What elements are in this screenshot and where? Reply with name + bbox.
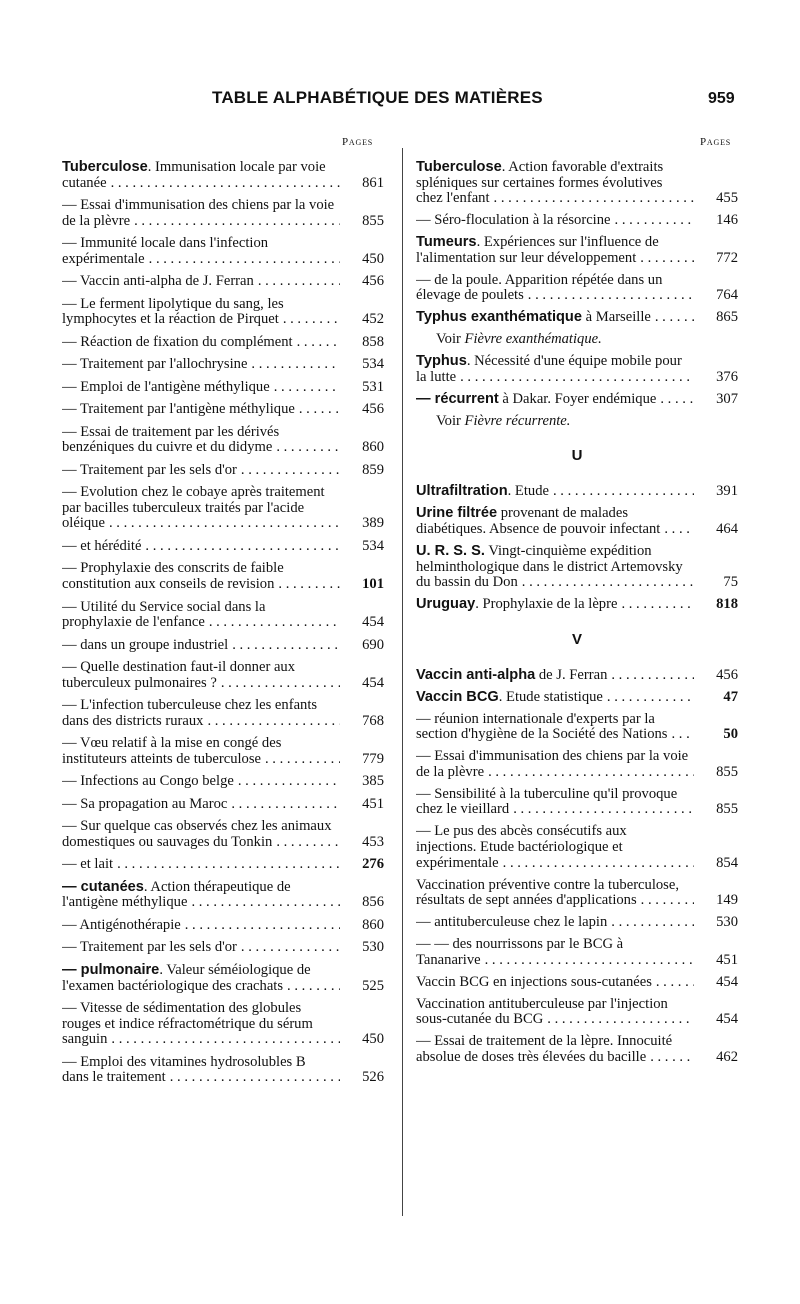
index-entry xyxy=(62,463,384,479)
entry-text xyxy=(62,698,340,729)
entry-text xyxy=(416,160,694,207)
entry-description: Vingt-cinquième expédition helminthologique dans le district Artemovsky du bassin du Don xyxy=(416,544,683,591)
entry-page-number: 385 xyxy=(362,773,384,790)
entry-text xyxy=(416,1034,694,1065)
index-entry xyxy=(62,774,384,790)
entry-headword: — récurrent xyxy=(416,391,499,407)
entry-text xyxy=(416,749,694,780)
entry-text xyxy=(416,392,694,408)
entry-description: Vaccin BCG en injections sous-cutanées xyxy=(416,974,652,990)
entry-page-number: 454 xyxy=(362,674,384,691)
entry-page-number: 456 xyxy=(362,401,384,418)
entry-headword: U. R. S. S. xyxy=(416,544,485,559)
entry-text xyxy=(416,354,694,385)
column-heading-right: Pages xyxy=(700,136,732,148)
entry-text xyxy=(62,485,340,532)
index-entry xyxy=(416,937,738,968)
entry-text xyxy=(62,880,340,911)
entry-text xyxy=(62,297,340,328)
entry-page-number: 861 xyxy=(362,174,384,191)
index-entry xyxy=(416,506,738,537)
entry-headword: Tumeurs xyxy=(416,235,477,251)
see-also-label: Voir xyxy=(436,412,465,429)
entry-description: — Essai d'immunisation des chiens par la voie de la plèvre xyxy=(62,198,335,229)
entry-page-number: 779 xyxy=(362,750,384,767)
index-entry xyxy=(62,1055,384,1086)
entry-page-number: 854 xyxy=(716,854,738,871)
entry-description: — Séro-floculation à la résorcine xyxy=(416,213,611,229)
section-letter: V xyxy=(571,630,582,648)
entry-description: — Sa propagation au Maroc xyxy=(62,796,228,812)
entry-text xyxy=(62,335,340,351)
index-entry xyxy=(62,485,384,532)
entry-text xyxy=(416,712,694,743)
entry-text xyxy=(416,506,694,537)
index-entry xyxy=(416,310,738,326)
index-entry xyxy=(62,539,384,555)
entry-description: — et hérédité xyxy=(62,538,142,554)
entry-page-number: 454 xyxy=(362,614,384,631)
entry-headword: Ultrafiltration xyxy=(416,484,508,500)
entry-text xyxy=(416,668,694,684)
entry-page-number: 376 xyxy=(716,368,738,385)
entry-text xyxy=(62,736,340,767)
entry-page-number: 47 xyxy=(723,688,738,705)
entry-description: . Action favorable d'extraits spléniques sur certaines formes évolutives chez l'enfant xyxy=(416,160,664,207)
entry-page-number: 690 xyxy=(362,636,384,653)
entry-page-number: 453 xyxy=(362,833,384,850)
index-entry xyxy=(62,918,384,934)
entry-description: — Emploi de l'antigène méthylique xyxy=(62,379,270,395)
index-entry xyxy=(416,544,738,591)
entry-page-number: 526 xyxy=(362,1069,384,1086)
entry-page-number: 456 xyxy=(362,273,384,290)
entry-page-number: 389 xyxy=(362,515,384,532)
entry-description: — Vœu relatif à la mise en congé des instituteurs atteints de tuberculose xyxy=(62,736,282,767)
entry-text xyxy=(62,380,340,396)
index-entry xyxy=(416,160,738,207)
index-entry xyxy=(62,402,384,418)
index-entry xyxy=(62,425,384,456)
entry-description: — Vaccin anti-alpha de J. Ferran xyxy=(62,274,254,290)
page-number: 959 xyxy=(708,90,735,107)
entry-description: — Sensibilité à la tuberculine qu'il provoque chez le vieillard xyxy=(416,786,678,818)
index-entry xyxy=(62,638,384,654)
entry-page-number: 456 xyxy=(716,666,738,683)
entry-text xyxy=(62,198,340,229)
entry-text xyxy=(62,819,340,850)
entry-text xyxy=(416,787,694,818)
entry-text xyxy=(416,310,694,326)
index-entry xyxy=(416,213,738,229)
entry-text xyxy=(416,213,694,229)
entry-page-number: 855 xyxy=(716,763,738,780)
entry-text xyxy=(416,878,694,909)
page-title: TABLE ALPHABÉTIQUE DES MATIÈRES xyxy=(212,88,543,107)
entry-description: Vaccination préventive contre la tuberculose, résultats de sept années d'applications xyxy=(416,877,679,909)
entry-page-number: 276 xyxy=(362,856,384,873)
entry-page-number: 450 xyxy=(362,1031,384,1048)
entry-description: — antituberculeuse chez le lapin xyxy=(416,915,608,931)
entry-page-number: 860 xyxy=(362,439,384,456)
entry-text xyxy=(62,940,340,956)
see-also xyxy=(416,332,738,348)
index-entry xyxy=(62,1001,384,1048)
index-entry xyxy=(416,749,738,780)
entry-description: — Traitement par les sels d'or xyxy=(62,940,237,956)
entry-page-number: 856 xyxy=(362,894,384,911)
entry-text xyxy=(416,484,694,500)
index-entry xyxy=(416,597,738,613)
entry-page-number: 452 xyxy=(362,311,384,328)
entry-description: — Essai de traitement par les dérivés benzéniques du cuivre et du didyme xyxy=(62,424,280,456)
index-entry xyxy=(416,824,738,871)
entry-description: — Traitement par les sels d'or xyxy=(62,462,237,478)
entry-description: — L'infection tuberculeuse chez les enfants dans des districts ruraux xyxy=(62,698,318,729)
entry-text xyxy=(416,824,694,871)
index-entry xyxy=(62,660,384,691)
index-entry xyxy=(62,963,384,994)
index-entry xyxy=(416,712,738,743)
entry-text xyxy=(62,638,340,654)
entry-description: — — des nourrissons par le BCG à Tananarive xyxy=(416,937,624,968)
index-entry xyxy=(62,198,384,229)
entry-text xyxy=(416,937,694,968)
index-entry xyxy=(62,380,384,396)
entry-headword: Tuberculose xyxy=(416,160,502,175)
see-also-label: Voir xyxy=(436,331,465,348)
see-also-reference: Fièvre exanthématique. xyxy=(464,331,602,348)
entry-description: . Valeur séméiologique de l'examen bactériologique des crachats xyxy=(62,962,311,994)
entry-text xyxy=(416,597,694,613)
index-entry xyxy=(62,819,384,850)
index-entry xyxy=(62,940,384,956)
entry-page-number: 860 xyxy=(362,916,384,933)
entry-headword: Tuberculose xyxy=(62,160,148,175)
entry-description: de J. Ferran xyxy=(535,667,608,683)
entry-description: — Réaction de fixation du complément xyxy=(62,334,293,350)
entry-page-number: 450 xyxy=(362,250,384,267)
entry-page-number: 530 xyxy=(362,939,384,956)
entry-page-number: 451 xyxy=(716,951,738,968)
index-entry xyxy=(416,392,738,408)
entry-description: à Marseille xyxy=(581,310,651,326)
entry-description: — Emploi des vitamines hydrosolubles B dans le traitement xyxy=(62,1054,306,1086)
entry-text xyxy=(416,544,694,591)
index-entry xyxy=(416,690,738,706)
index-entry xyxy=(416,273,738,304)
index-entry xyxy=(416,668,738,684)
entry-headword: Vaccin BCG xyxy=(416,689,499,705)
page-header xyxy=(0,88,800,118)
entry-text xyxy=(62,963,340,994)
entry-page-number: 101 xyxy=(362,576,384,593)
entry-text xyxy=(416,975,694,991)
entry-page-number: 525 xyxy=(362,977,384,994)
index-entry xyxy=(416,787,738,818)
entry-description: — Essai d'immunisation des chiens par la voie de la plèvre xyxy=(416,749,689,780)
entry-headword: Typhus exanthématique xyxy=(416,310,582,326)
entry-description: — et lait xyxy=(62,857,114,873)
entry-page-number: 455 xyxy=(716,190,738,207)
entry-page-number: 530 xyxy=(716,914,738,931)
entry-text xyxy=(62,463,340,479)
entry-text xyxy=(62,539,340,555)
entry-headword: Uruguay xyxy=(416,597,476,613)
entry-text xyxy=(62,1001,340,1048)
index-entry xyxy=(62,236,384,267)
entry-page-number: 464 xyxy=(716,521,738,538)
entry-description: — Traitement par l'antigène méthylique xyxy=(62,402,295,418)
entry-page-number: 149 xyxy=(716,892,738,909)
entry-description: . Etude statistique xyxy=(498,689,603,705)
see-also xyxy=(416,414,738,430)
index-entry xyxy=(416,484,738,500)
entry-page-number: 768 xyxy=(362,712,384,729)
entry-description: — dans un groupe industriel xyxy=(62,637,229,653)
entry-text xyxy=(62,660,340,691)
see-also-reference: Fièvre récurrente. xyxy=(464,412,571,429)
entry-headword: Vaccin anti-alpha xyxy=(416,667,536,683)
entry-page-number: 855 xyxy=(716,801,738,818)
entry-description: à Dakar. Foyer endémique xyxy=(498,391,657,407)
index-entry xyxy=(62,880,384,911)
entry-text xyxy=(62,425,340,456)
entry-description: — Antigénothérapie xyxy=(62,917,181,933)
entry-description: — Le pus des abcès consécutifs aux injections. Etude bactériologique et expérimentale xyxy=(416,824,627,871)
index-entry xyxy=(416,354,738,385)
entry-page-number: 451 xyxy=(362,795,384,812)
entry-page-number: 772 xyxy=(716,249,738,266)
entry-text xyxy=(62,1055,340,1086)
entry-page-number: 462 xyxy=(716,1048,738,1065)
entry-text xyxy=(416,235,694,266)
index-entry xyxy=(62,160,384,191)
entry-text xyxy=(62,600,340,631)
index-entry xyxy=(62,274,384,290)
entry-text xyxy=(62,160,340,191)
entry-description: provenant de malades diabétiques. Absence de pouvoir infectant xyxy=(416,506,661,538)
index-entry xyxy=(62,698,384,729)
entry-description: — Immunité locale dans l'infection expérimentale xyxy=(62,236,269,267)
entry-headword: — cutanées xyxy=(62,879,144,895)
entry-page-number: 818 xyxy=(716,596,738,613)
index-entry xyxy=(62,561,384,592)
entry-headword: Typhus xyxy=(416,354,467,370)
entry-text xyxy=(62,857,340,873)
entry-page-number: 75 xyxy=(723,574,738,591)
entry-description: . Etude xyxy=(507,484,549,500)
index-entry xyxy=(62,600,384,631)
entry-description: . Nécessité d'une équipe mobile pour la lutte xyxy=(416,354,682,385)
entry-text xyxy=(62,236,340,267)
entry-description: — Utilité du Service social dans la prophylaxie de l'enfance xyxy=(62,599,266,631)
entry-page-number: 858 xyxy=(362,333,384,350)
entry-description: Vaccination antituberculeuse par l'injection sous-cutanée du BCG xyxy=(416,996,668,1028)
entry-page-number: 531 xyxy=(362,378,384,395)
entry-page-number: 391 xyxy=(716,483,738,500)
left-column xyxy=(62,160,384,1093)
index-entry xyxy=(416,915,738,931)
entry-text xyxy=(62,402,340,418)
index-entry xyxy=(416,997,738,1028)
entry-description: — Essai de traitement de la lèpre. Innocuité absolue de doses très élevées du bacille xyxy=(416,1034,673,1065)
entry-text xyxy=(416,997,694,1028)
index-entry xyxy=(62,357,384,373)
entry-page-number: 764 xyxy=(716,287,738,304)
index-entry xyxy=(62,335,384,351)
index-entry xyxy=(416,235,738,266)
index-entry xyxy=(62,736,384,767)
column-divider xyxy=(402,148,403,1216)
entry-description: — Sur quelque cas observés chez les animaux domestiques ou sauvages du Tonkin xyxy=(62,819,332,850)
entry-page-number: 534 xyxy=(362,537,384,554)
entry-page-number: 50 xyxy=(723,726,738,743)
right-column xyxy=(416,160,738,1072)
entry-text xyxy=(416,915,694,931)
entry-page-number: 855 xyxy=(362,212,384,229)
entry-description: . Prophylaxie de la lèpre xyxy=(475,597,618,613)
entry-description: — Prophylaxie des conscrits de faible constitution aux conseils de revision xyxy=(62,561,284,593)
entry-description: — Infections au Congo belge xyxy=(62,774,234,790)
entry-page-number: 307 xyxy=(716,390,738,407)
entry-description: . Action thérapeutique de l'antigène méthylique xyxy=(62,879,291,911)
entry-headword: — pulmonaire xyxy=(62,962,160,978)
entry-description: — Traitement par l'allochrysine xyxy=(62,357,248,373)
entry-description: . Immunisation locale par voie cutanée xyxy=(62,160,326,191)
entry-page-number: 859 xyxy=(362,461,384,478)
entry-text xyxy=(416,273,694,304)
entry-description: — de la poule. Apparition répétée dans un élevage de poulets xyxy=(416,272,663,304)
entry-text xyxy=(62,797,340,813)
index-entry xyxy=(62,797,384,813)
entry-text xyxy=(62,774,340,790)
entry-description: — Quelle destination faut-il donner aux tuberculeux pulmonaires ? xyxy=(62,660,296,691)
entry-page-number: 454 xyxy=(716,973,738,990)
column-heading-left: Pages xyxy=(342,136,374,148)
entry-headword: Urine filtrée xyxy=(416,506,498,522)
entry-description: — Evolution chez le cobaye après traitement par bacilles tuberculeux traités par l'acide oléique xyxy=(62,485,325,532)
entry-text xyxy=(416,690,694,706)
index-entry xyxy=(62,857,384,873)
entry-text xyxy=(62,274,340,290)
index-entry xyxy=(416,878,738,909)
entry-text xyxy=(62,561,340,592)
index-entry xyxy=(416,975,738,991)
entry-page-number: 146 xyxy=(716,212,738,229)
entry-description: — Le ferment lipolytique du sang, les lymphocytes et la réaction de Pirquet xyxy=(62,296,284,328)
entry-description: — Vitesse de sédimentation des globules rouges et indice réfractométrique du sérum sanguin xyxy=(62,1000,313,1048)
index-entry xyxy=(62,297,384,328)
entry-text xyxy=(62,357,340,373)
entry-page-number: 454 xyxy=(716,1011,738,1028)
section-letter: U xyxy=(571,447,583,465)
entry-page-number: 865 xyxy=(716,309,738,326)
index-entry xyxy=(416,1034,738,1065)
entry-page-number: 534 xyxy=(362,356,384,373)
entry-description: — réunion internationale d'experts par la section d'hygiène de la Société des Nations xyxy=(416,711,668,743)
entry-description: . Expériences sur l'influence de l'alimentation sur leur développement xyxy=(416,235,659,266)
entry-text xyxy=(62,918,340,934)
